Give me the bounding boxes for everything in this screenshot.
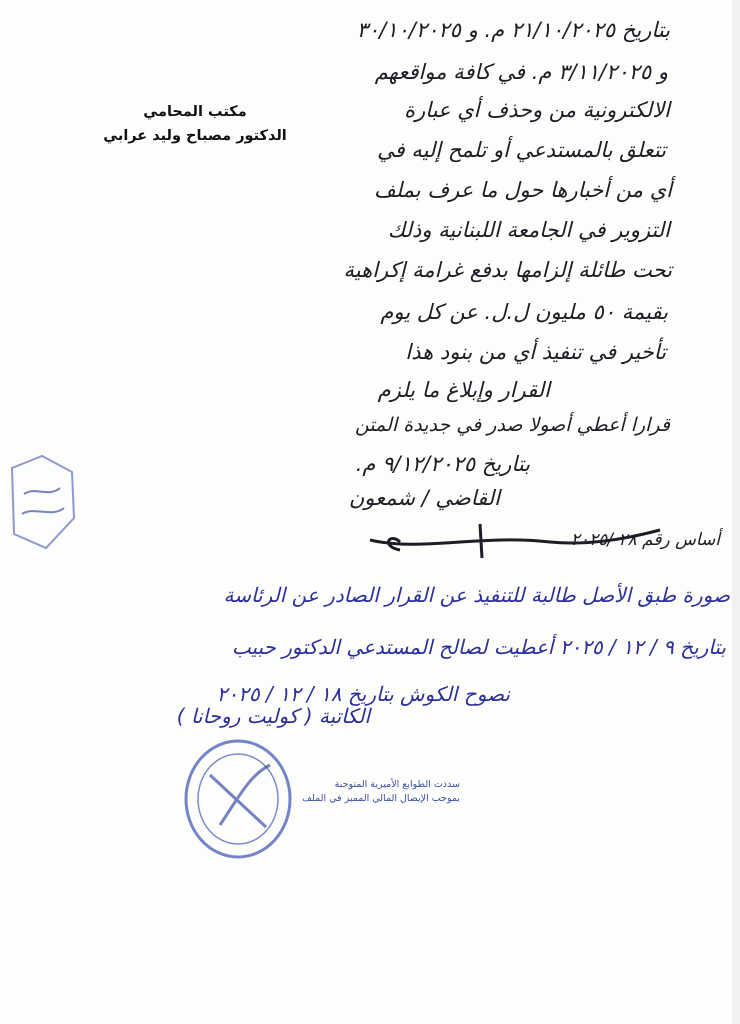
letterhead-office: مكتب المحامي — [143, 104, 247, 120]
judgment-line-3: الالكترونية من وحذف أي عبارة — [404, 98, 670, 122]
judgment-line-11: قرارا أعطي أصولا صدر في جديدة المتن — [354, 414, 670, 436]
registry-ref: أساس رقم ٢٨ /٢٠٢٥ — [570, 530, 720, 550]
page-edge — [732, 0, 740, 1024]
judgment-line-9: تأخير في تنفيذ أي من بنود هذا — [405, 340, 666, 364]
stamp-note-line-2: بموجب الإيصال المالي المميز في الملف — [302, 793, 460, 804]
judgment-line-2: و ٣/١١/٢٠٢٥ م. في كافة مواقعهم — [374, 60, 668, 84]
judgment-line-12: بتاريخ ٩/١٢/٢٠٢٥ م. — [355, 452, 530, 476]
judgment-line-5: أي من أخبارها حول ما عرف بملف — [373, 178, 672, 202]
judgment-line-1: بتاريخ ٢١/١٠/٢٠٢٥ م. و ٣٠/١٠/٢٠٢٥ — [356, 18, 670, 42]
stamp-note — [300, 778, 460, 806]
certification-line-1: صورة طبق الأصل طالبة للتنفيذ عن القرار الصادر عن الرئاسة — [223, 583, 730, 607]
judgment-line-10: القرار وإبلاغ ما يلزم — [377, 378, 550, 402]
clerk-signature: الكاتبة ( كوليت روحانا ) — [176, 704, 370, 728]
certification-line-2: بتاريخ ٩ / ١٢ / ٢٠٢٥ أعطيت لصالح المستدعي الدكتور حبيب — [231, 635, 726, 659]
letterhead — [70, 100, 320, 148]
court-seal-stamp — [180, 735, 300, 865]
judge-signature: القاضي / شمعون — [348, 486, 500, 510]
judgment-line-8: بقيمة ٥٠ مليون ل.ل. عن كل يوم — [380, 300, 668, 324]
side-stamp — [2, 448, 82, 558]
certification-line-3: نصوح الكوش بتاريخ ١٨ / ١٢ / ٢٠٢٥ — [216, 682, 510, 706]
letterhead-name: الدكتور مصباح وليد عرابي — [103, 128, 287, 144]
stamp-note-line-1: سددت الطوابع الأميرية المتوجبة — [334, 779, 460, 790]
judgment-line-6: التزوير في الجامعة اللبنانية وذلك — [387, 218, 670, 242]
judgment-line-4: تتعلق بالمستدعي أو تلمح إليه في — [377, 138, 666, 162]
judgment-line-7: تحت طائلة إلزامها بدفع غرامة إكراهية — [343, 258, 672, 282]
